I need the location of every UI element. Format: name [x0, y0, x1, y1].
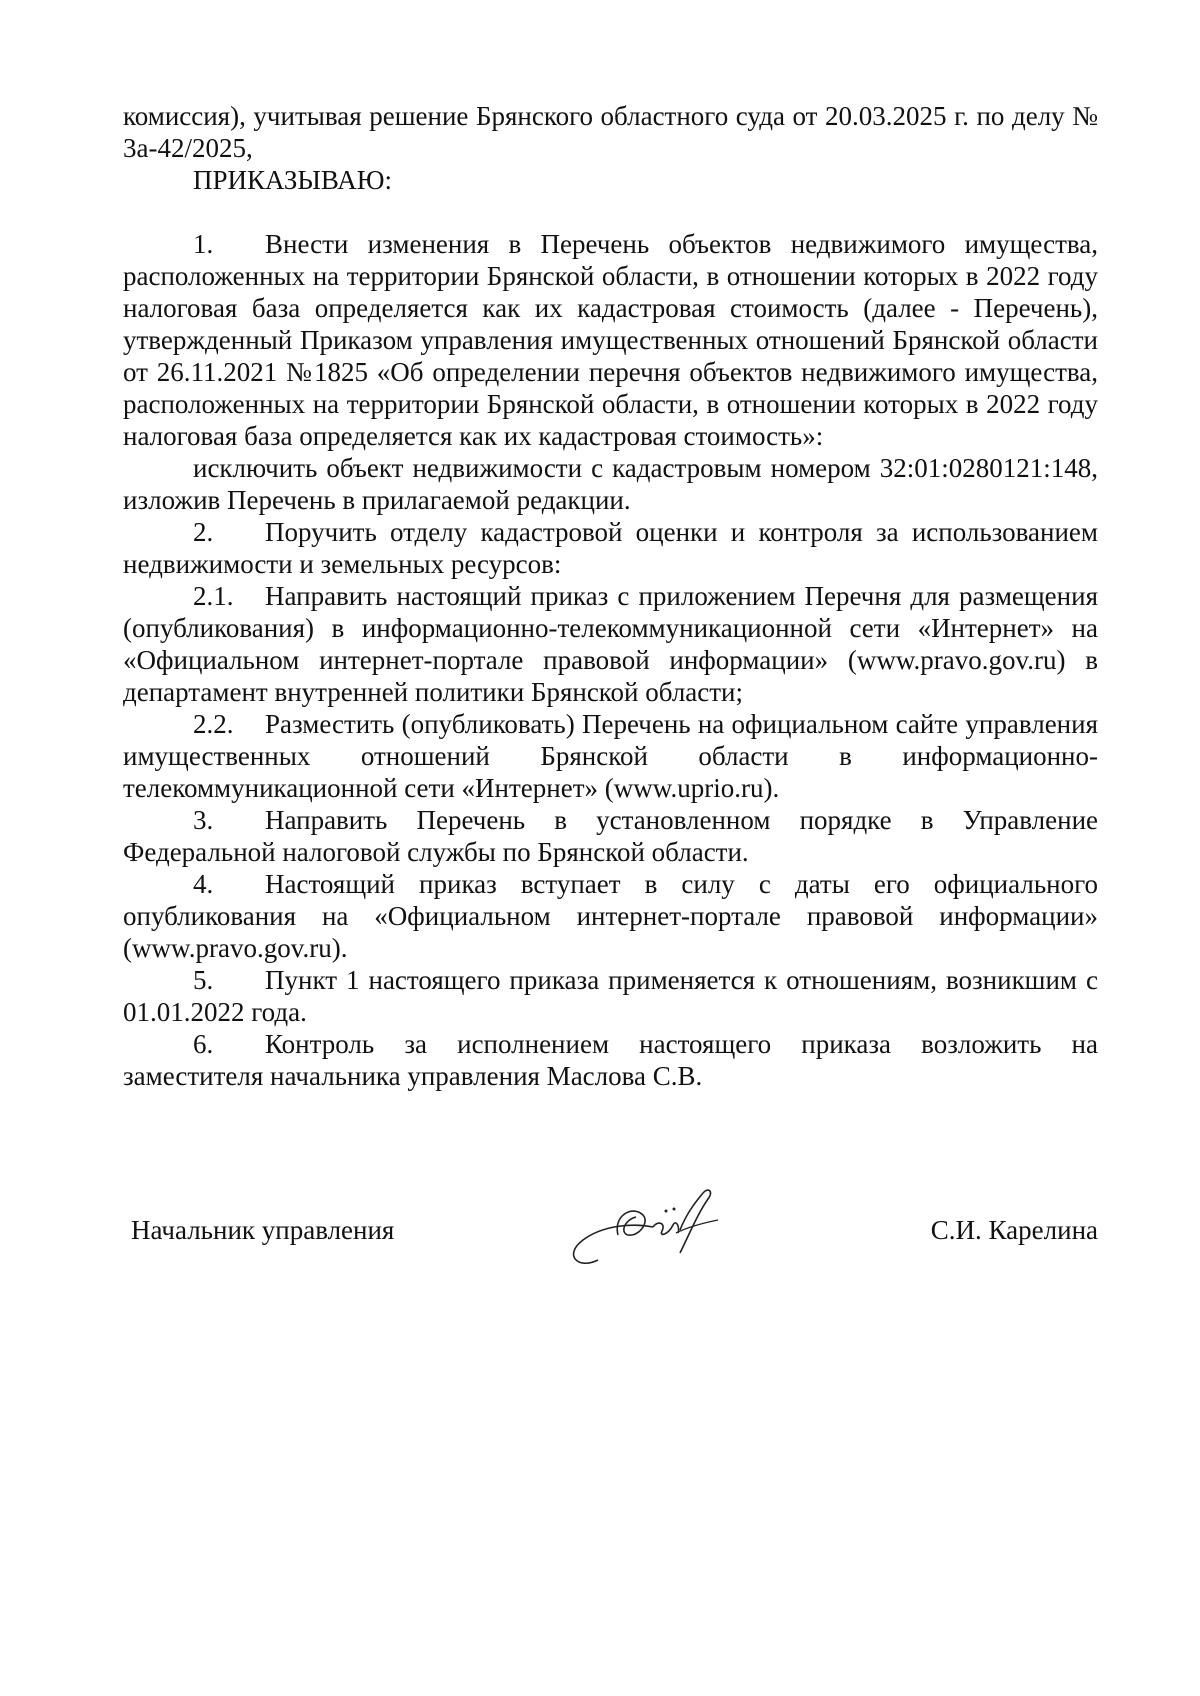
- item-1-exclusion: [123, 452, 1098, 516]
- item-number: 1.: [193, 229, 214, 259]
- item-4: [123, 868, 1098, 964]
- item-text: Внести изменения в Перечень объектов недвижимого имущества, расположенных на территории Брянской области, в отношении которых в 2022 году налоговая база определяется как их кадастровая стоимость (далее - Перечень), утвержденный Приказом управления имущественных отношений Брянской области от 26.11.2021 №1825 «Об определении перечня объектов недвижимого имущества, расположенных на территории Брянской области, в отношении которых в 2022 году налоговая база определяется как их кадастровая стоимость»:: [123, 229, 1098, 451]
- item-number: 2.2.: [193, 709, 234, 739]
- spacer: [123, 196, 1098, 228]
- item-text: исключить объект недвижимости с кадастровым номером 32:01:0280121:148, изложив Перечень в прилагаемой редакции.: [123, 453, 1098, 515]
- item-text: Пункт 1 настоящего приказа применяется к отношениям, возникшим с 01.01.2022 года.: [123, 965, 1098, 1027]
- item-number: 2.1.: [193, 581, 234, 611]
- item-2: [123, 516, 1098, 580]
- signatory-position: Начальник управления: [131, 1215, 395, 1245]
- signature-block: [123, 1205, 1098, 1315]
- item-text: Направить настоящий приказ с приложением Перечня для размещения (опубликования) в информационно-телекоммуникационной сети «Интернет» на «Официальном интернет-портале правовой информации» (www.pravo.gov.ru) в департамент внутренней политики Брянской области;: [123, 581, 1098, 707]
- item-text: Настоящий приказ вступает в силу с даты его официального опубликования на «Официальном интернет-портале правовой информации» (www.pravo.gov.ru).: [123, 869, 1098, 963]
- item-1: [123, 228, 1098, 452]
- item-3: [123, 804, 1098, 868]
- item-2-1: [123, 580, 1098, 708]
- signatory-name: С.И. Карелина: [930, 1215, 1098, 1245]
- item-text: Направить Перечень в установленном порядке в Управление Федеральной налоговой службы по Брянской области.: [123, 805, 1098, 867]
- document-body: [123, 100, 1098, 1092]
- item-text: Разместить (опубликовать) Перечень на официальном сайте управления имущественных отношений Брянской области в информационно-телекоммуникационной сети «Интернет» (www.uprio.ru).: [123, 709, 1098, 803]
- item-text: Поручить отделу кадастровой оценки и контроля за использованием недвижимости и земельных ресурсов:: [123, 517, 1098, 579]
- item-number: 3.: [193, 805, 214, 835]
- item-number: 5.: [193, 965, 214, 995]
- item-5: [123, 964, 1098, 1028]
- item-6: [123, 1028, 1098, 1092]
- order-heading: ПРИКАЗЫВАЮ:: [193, 165, 392, 195]
- item-number: 6.: [193, 1029, 214, 1059]
- intro-paragraph: комиссия), учитывая решение Брянского областного суда от 20.03.2025 г. по делу № 3а-42/2025,: [123, 101, 1098, 163]
- item-2-2: [123, 708, 1098, 804]
- item-number: 4.: [193, 869, 214, 899]
- handwritten-signature: [558, 1175, 738, 1285]
- item-text: Контроль за исполнением настоящего приказа возложить на заместителя начальника управления Маслова С.В.: [123, 1029, 1098, 1091]
- item-number: 2.: [193, 517, 214, 547]
